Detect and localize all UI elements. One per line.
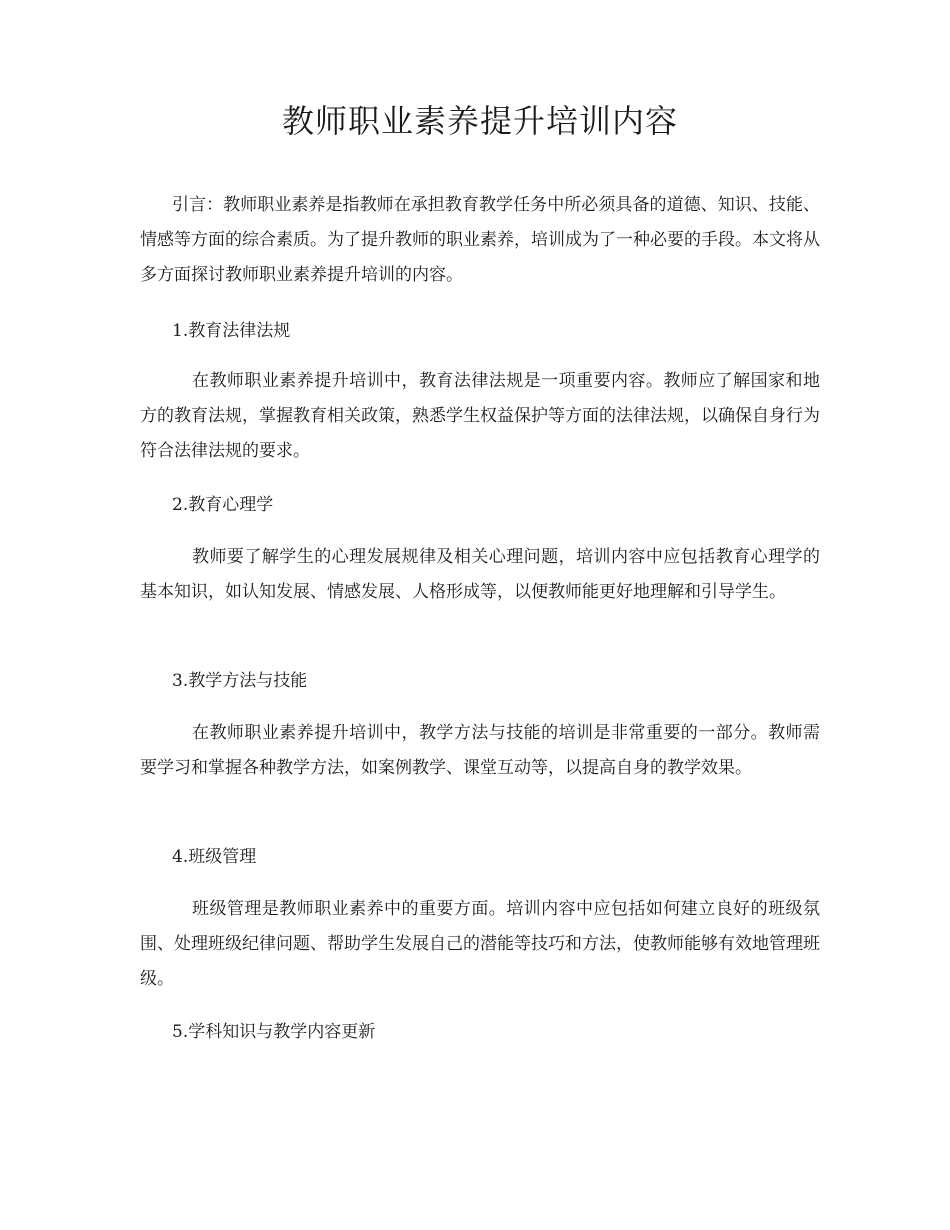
section-heading-2: 2.教育心理学 <box>172 495 274 515</box>
section-heading-1: 1.教育法律法规 <box>172 321 291 341</box>
section-heading-5: 5.学科知识与教学内容更新 <box>172 1022 376 1042</box>
intro-paragraph: 引言：教师职业素养是指教师在承担教育教学任务中所必须具备的道德、知识、技能、情感等方面的综合素质。为了提升教师的职业素养，培训成为了一种必要的手段。本文将从多方面探讨教师职业素养提升培训的内容。 <box>140 195 820 285</box>
section-body-3: 在教师职业素养提升培训中，教学方法与技能的培训是非常重要的一部分。教师需要学习和掌握各种教学方法，如案例教学、课堂互动等，以提高自身的教学效果。 <box>140 723 820 778</box>
section-body-1: 在教师职业素养提升培训中，教育法律法规是一项重要内容。教师应了解国家和地方的教育法规，掌握教育相关政策，熟悉学生权益保护等方面的法律法规，以确保自身行为符合法律法规的要求。 <box>140 371 820 461</box>
document-title: 教师职业素养提升培训内容 <box>281 102 678 140</box>
section-heading-3: 3.教学方法与技能 <box>172 671 308 691</box>
section-heading-4: 4.班级管理 <box>172 847 257 867</box>
section-body-2: 教师要了解学生的心理发展规律及相关心理问题，培训内容中应包括教育心理学的基本知识，如认知发展、情感发展、人格形成等，以便教师能更好地理解和引导学生。 <box>140 547 820 602</box>
section-body-4: 班级管理是教师职业素养中的重要方面。培训内容中应包括如何建立良好的班级氛围、处理班级纪律问题、帮助学生发展自己的潜能等技巧和方法，使教师能够有效地管理班级。 <box>140 899 820 989</box>
